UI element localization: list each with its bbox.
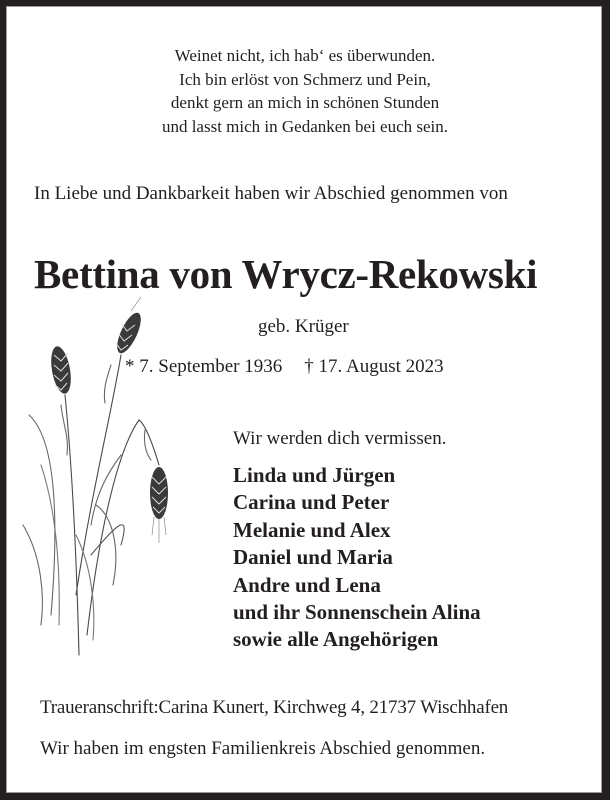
birth-name: geb. Krüger: [258, 316, 349, 337]
mourner: und ihr Sonnenschein Alina: [233, 600, 481, 625]
intro-text: In Liebe und Dankbarkeit haben wir Abschied genommen von: [34, 183, 508, 204]
mourners-list: [233, 462, 481, 654]
poem: [7, 44, 603, 138]
mourner: Daniel und Maria: [233, 545, 393, 570]
life-dates: [125, 356, 444, 378]
birth-date: * 7. September 1936: [125, 356, 283, 377]
closing-text: Wir haben im engsten Familienkreis Abschied genommen.: [40, 738, 486, 759]
mourner: Linda und Jürgen: [233, 463, 396, 487]
poem-line: denkt gern an mich in schönen Stunden: [170, 93, 440, 112]
poem-line: Ich bin erlöst von Schmerz und Pein,: [179, 69, 431, 89]
mourner: Andre und Lena: [233, 572, 381, 597]
mourner: Carina und Peter: [233, 490, 390, 515]
miss-line: Wir werden dich vermissen.: [233, 428, 447, 449]
mourner: Melanie und Alex: [233, 517, 391, 542]
obituary-card: [6, 6, 602, 793]
mourning-address: Traueranschrift:Carina Kunert, Kirchweg 4, 21737 Wischhafen: [40, 697, 509, 718]
death-date: † 17. August 2023: [304, 356, 444, 377]
poem-line: und lasst mich in Gedanken bei euch sein.: [161, 116, 449, 136]
deceased-name: Bettina von Wrycz-Rekowski: [34, 251, 538, 297]
poem-line: Weinet nicht, ich hab‘ es überwunden.: [174, 46, 436, 65]
mourner: sowie alle Angehörigen: [233, 627, 439, 652]
wheat-illustration-icon: [21, 295, 221, 675]
